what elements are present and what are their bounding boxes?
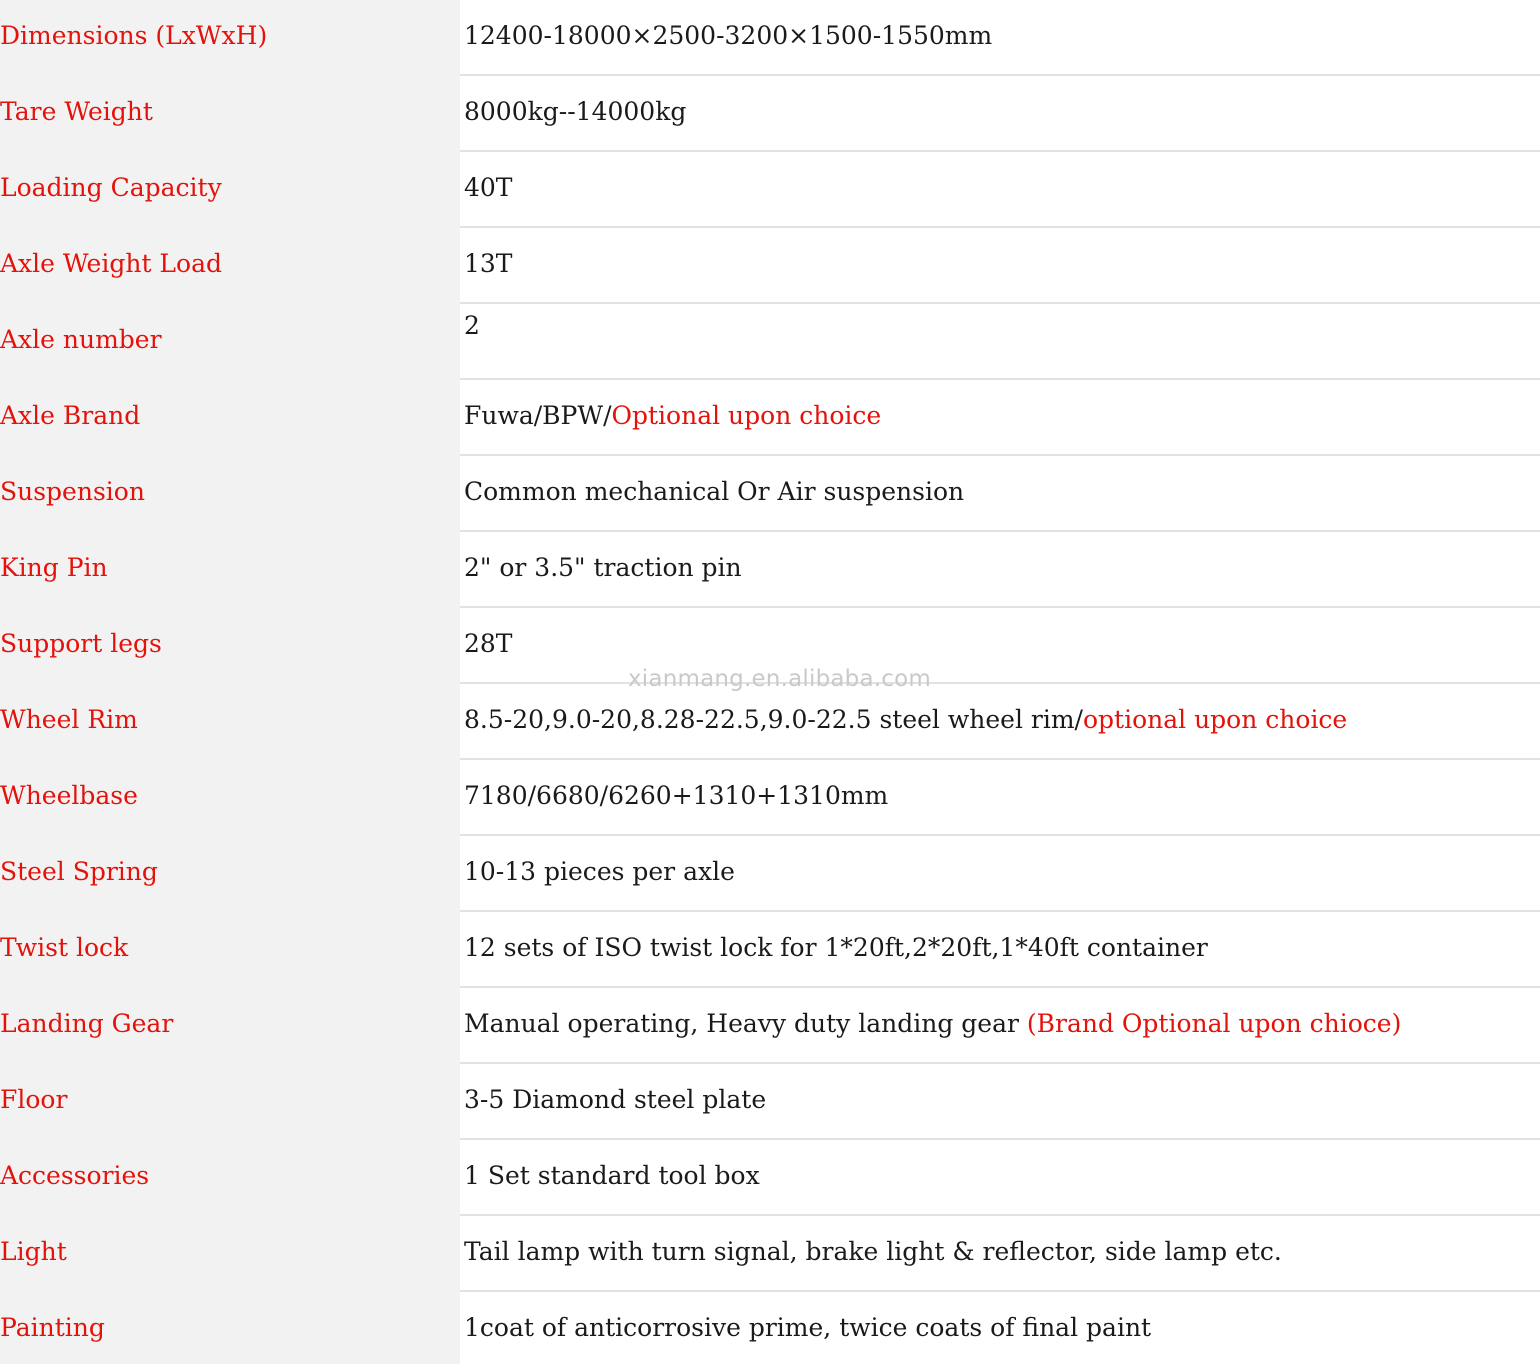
spec-label: Axle number — [0, 304, 460, 380]
spec-value-text: Tail lamp with turn signal, brake light & reflector, side lamp etc. — [464, 1237, 1282, 1266]
spec-row-axle-weight-load — [0, 228, 1540, 304]
spec-value-text: 1 Set standard tool box — [464, 1161, 760, 1190]
spec-value-text: 8000kg--14000kg — [464, 97, 687, 126]
spec-value-text: 1coat of anticorrosive prime, twice coats of final paint — [464, 1313, 1152, 1342]
spec-value-highlight: optional upon choice — [1082, 705, 1348, 734]
spec-label: Accessories — [0, 1140, 460, 1216]
spec-value — [460, 152, 1540, 228]
spec-label: Floor — [0, 1064, 460, 1140]
spec-row-floor — [0, 1064, 1540, 1140]
spec-value — [460, 1140, 1540, 1216]
spec-label: Suspension — [0, 456, 460, 532]
spec-value — [460, 1064, 1540, 1140]
spec-value — [460, 1216, 1540, 1292]
spec-value-text: 10-13 pieces per axle — [464, 857, 735, 886]
spec-row-dimensions — [0, 0, 1540, 76]
spec-value-text: 2 — [464, 311, 480, 340]
spec-value — [460, 988, 1540, 1064]
spec-value — [460, 0, 1540, 76]
spec-value-text: Fuwa/BPW/ — [464, 401, 612, 430]
spec-value-text: 7180/6680/6260+1310+1310mm — [464, 781, 889, 810]
spec-value — [460, 532, 1540, 608]
spec-row-twist-lock — [0, 912, 1540, 988]
spec-value — [460, 760, 1540, 836]
spec-row-steel-spring — [0, 836, 1540, 912]
spec-label: Wheelbase — [0, 760, 460, 836]
spec-label: King Pin — [0, 532, 460, 608]
spec-value-text: 40T — [464, 173, 513, 202]
spec-label: Axle Brand — [0, 380, 460, 456]
spec-row-axle-brand — [0, 380, 1540, 456]
spec-row-accessories — [0, 1140, 1540, 1216]
spec-value — [460, 380, 1540, 456]
spec-value — [460, 1292, 1540, 1364]
watermark-text: xianmang.en.alibaba.com — [628, 666, 931, 692]
spec-label: Dimensions (LxWxH) — [0, 0, 460, 76]
spec-row-wheel-rim — [0, 684, 1540, 760]
spec-value-text: 12400-18000×2500-3200×1500-1550mm — [464, 21, 993, 50]
spec-label: Loading Capacity — [0, 152, 460, 228]
spec-label: Axle Weight Load — [0, 228, 460, 304]
spec-value-text: 28T — [464, 629, 513, 658]
spec-row-wheelbase — [0, 760, 1540, 836]
spec-value-text: 13T — [464, 249, 513, 278]
spec-label: Steel Spring — [0, 836, 460, 912]
spec-value-text: 8.5-20,9.0-20,8.28-22.5,9.0-22.5 steel wheel rim/ — [464, 705, 1083, 734]
spec-value-text: 3-5 Diamond steel plate — [464, 1085, 767, 1114]
spec-value — [460, 836, 1540, 912]
spec-label: Tare Weight — [0, 76, 460, 152]
spec-value-text: 2" or 3.5" traction pin — [464, 553, 742, 582]
spec-row-tare-weight — [0, 76, 1540, 152]
spec-row-axle-number — [0, 304, 1540, 380]
spec-row-king-pin — [0, 532, 1540, 608]
spec-row-suspension — [0, 456, 1540, 532]
spec-row-loading-capacity — [0, 152, 1540, 228]
spec-value-text: Manual operating, Heavy duty landing gear — [464, 1009, 1027, 1038]
spec-label: Twist lock — [0, 912, 460, 988]
spec-row-painting — [0, 1292, 1540, 1364]
spec-label: Light — [0, 1216, 460, 1292]
spec-value-text: Common mechanical Or Air suspension — [464, 477, 965, 506]
spec-value — [460, 456, 1540, 532]
spec-label: Support legs — [0, 608, 460, 684]
spec-value — [460, 608, 1540, 684]
spec-value-highlight: (Brand Optional upon chioce) — [1026, 1009, 1402, 1038]
spec-value — [460, 228, 1540, 304]
spec-value — [460, 304, 1540, 380]
spec-value — [460, 76, 1540, 152]
spec-row-light — [0, 1216, 1540, 1292]
spec-row-landing-gear — [0, 988, 1540, 1064]
spec-value — [460, 912, 1540, 988]
spec-label: Landing Gear — [0, 988, 460, 1064]
spec-value-text: 12 sets of ISO twist lock for 1*20ft,2*20ft,1*40ft container — [464, 933, 1208, 962]
spec-label: Painting — [0, 1292, 460, 1364]
spec-value — [460, 684, 1540, 760]
spec-label: Wheel Rim — [0, 684, 460, 760]
spec-value-highlight: Optional upon choice — [611, 401, 882, 430]
